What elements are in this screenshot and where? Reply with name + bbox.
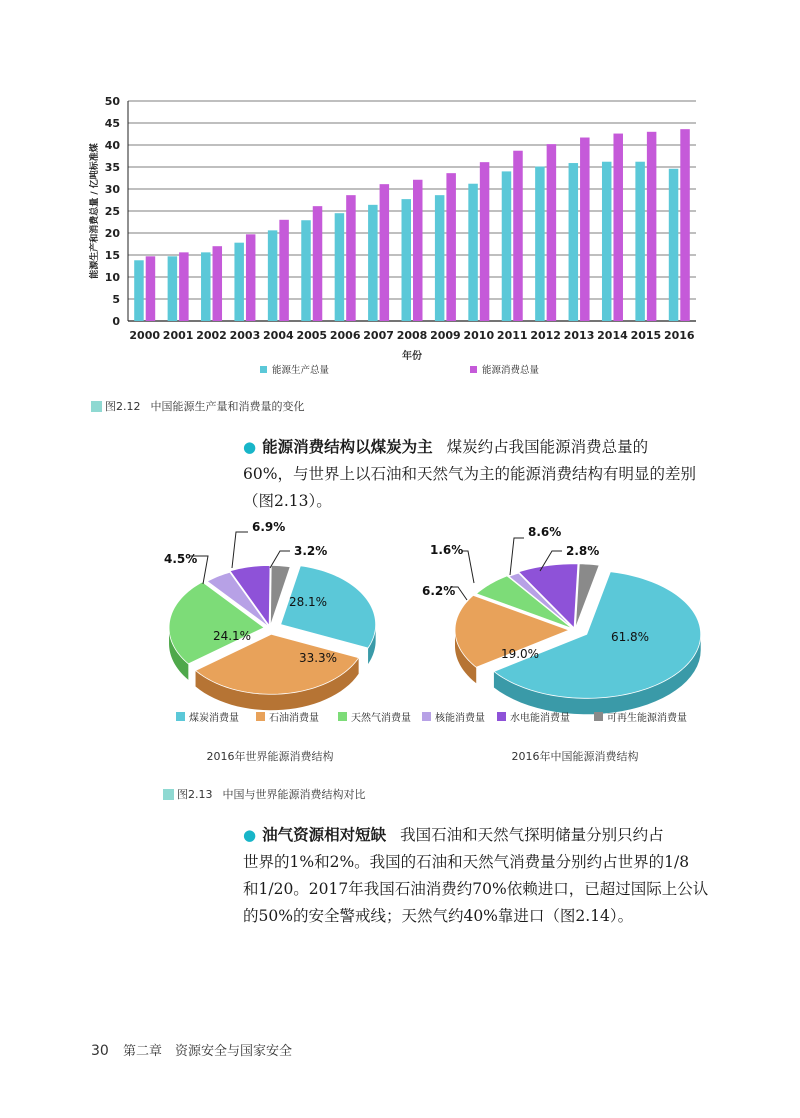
slice-label: 3.2%: [294, 544, 328, 558]
legend-swatch: [497, 712, 506, 721]
x-tick-label: 2014: [597, 329, 628, 342]
y-tick-label: 15: [104, 249, 120, 262]
x-tick-label: 2003: [229, 329, 261, 342]
paragraph-text: 煤炭约占我国能源消费总量的: [446, 438, 649, 456]
slice-label: 8.6%: [528, 525, 562, 539]
paragraph-text: （图2.13）。: [243, 492, 332, 510]
y-tick-label: 40: [104, 139, 120, 152]
slice-label: 2.8%: [566, 544, 600, 558]
legend-label: 能源生产总量: [272, 365, 330, 376]
legend-label: 天然气消费量: [351, 713, 411, 724]
caption-marker-icon: [91, 401, 102, 412]
legend-label: 能源消费总量: [482, 365, 540, 376]
legend-label: 水电能消费量: [510, 713, 570, 724]
x-tick-label: 2002: [196, 329, 227, 342]
legend-label: 核能消费量: [435, 713, 485, 724]
y-tick-label: 35: [104, 161, 120, 174]
pie-title: 2016年世界能源消费结构: [206, 750, 334, 763]
figure-number: 图2.13: [177, 788, 213, 801]
y-tick-label: 30: [104, 183, 120, 196]
y-tick-label: 0: [112, 315, 120, 328]
legend-label: 可再生能源消费量: [607, 713, 687, 724]
figure-2-12-caption: [91, 398, 305, 414]
paragraph-text: 和1/20。2017年我国石油消费约70%依赖进口，已超过国际上公认: [243, 880, 709, 898]
leader-line: [232, 532, 248, 568]
y-tick-label: 10: [104, 271, 120, 284]
paragraph-oil-gas: [243, 822, 713, 930]
slice-label: 6.2%: [422, 584, 456, 598]
legend-label: 煤炭消费量: [189, 713, 239, 724]
slice-label: 6.9%: [252, 520, 286, 534]
legend-swatch: [338, 712, 347, 721]
paragraph-text: 60%，与世界上以石油和天然气为主的能源消费结构有明显的差别: [243, 465, 696, 483]
pie-title: 2016年中国能源消费结构: [511, 750, 639, 763]
paragraph-text: 的50%的安全警戒线；天然气约40%靠进口（图2.14）。: [243, 907, 634, 925]
y-tick-label: 5: [112, 293, 120, 306]
x-tick-label: 2005: [296, 329, 328, 342]
leader-line: [462, 551, 474, 583]
x-tick-label: 2009: [430, 329, 461, 342]
legend-swatch: [176, 712, 185, 721]
y-tick-label: 45: [104, 117, 120, 130]
x-tick-label: 2010: [463, 329, 495, 342]
slice-label: 4.5%: [164, 552, 198, 566]
y-axis-label: 能源生产和消费总量 / 亿吨标准煤: [90, 143, 100, 279]
x-tick-label: 2013: [563, 329, 595, 342]
figure-number: 图2.12: [105, 400, 141, 413]
page-number: 30: [91, 1043, 109, 1059]
y-tick-label: 25: [104, 205, 120, 218]
chapter-title: 第二章 资源安全与国家安全: [122, 1044, 292, 1059]
x-tick-label: 2007: [363, 329, 394, 342]
slice-label: 33.3%: [298, 651, 338, 665]
legend-swatch: [594, 712, 603, 721]
x-tick-label: 2011: [496, 329, 528, 342]
bullet-icon: ●: [243, 826, 257, 844]
x-tick-label: 2001: [162, 329, 194, 342]
figure-2-13-caption: [163, 786, 366, 802]
x-tick-label: 2004: [263, 329, 294, 342]
x-tick-label: 2008: [396, 329, 428, 342]
paragraph-lead: 能源消费结构以煤炭为主: [262, 438, 433, 456]
y-tick-label: 20: [104, 227, 120, 240]
figure-title: 中国能源生产量和消费量的变化: [150, 400, 305, 413]
slice-label: 61.8%: [610, 630, 650, 644]
legend-label: 石油消费量: [269, 713, 319, 724]
bullet-icon: ●: [243, 438, 257, 456]
x-tick-label: 2006: [329, 329, 361, 342]
paragraph-lead: 油气资源相对短缺: [262, 826, 387, 844]
legend-swatch: [422, 712, 431, 721]
slice-label: 24.1%: [212, 629, 252, 643]
x-tick-label: 2015: [630, 329, 662, 342]
paragraph-coal: [243, 434, 713, 515]
x-axis-label: 年份: [402, 351, 422, 362]
leader-line: [510, 538, 524, 575]
slice-label: 19.0%: [500, 647, 540, 661]
x-tick-label: 2016: [663, 329, 695, 342]
x-tick-label: 2000: [129, 329, 161, 342]
x-tick-label: 2012: [530, 329, 561, 342]
page-footer: [91, 1040, 292, 1059]
slice-label: 1.6%: [430, 543, 464, 557]
y-tick-label: 50: [104, 95, 120, 108]
paragraph-text: 我国石油和天然气探明储量分别只约占: [400, 826, 664, 844]
caption-marker-icon: [163, 789, 174, 800]
legend-swatch: [256, 712, 265, 721]
slice-label: 28.1%: [288, 595, 328, 609]
figure-title: 中国与世界能源消费结构对比: [222, 788, 366, 801]
paragraph-text: 世界的1%和2%。我国的石油和天然气消费量分别约占世界的1/8: [243, 853, 690, 871]
